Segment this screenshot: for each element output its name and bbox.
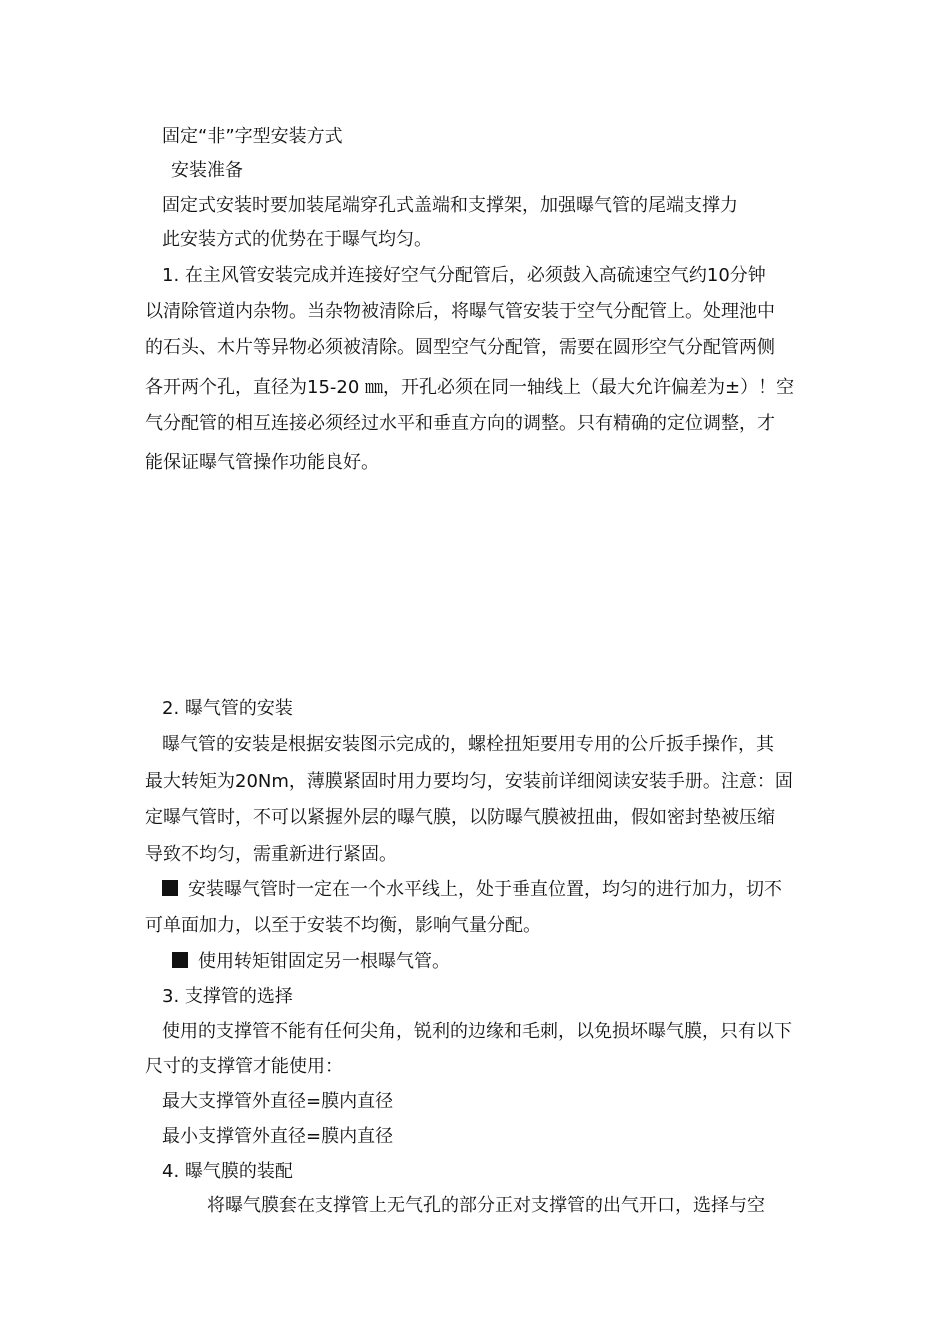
bullet-item (0, 878, 950, 902)
item1-line: 各开两个孔，直径为15-20 ㎜，开孔必须在同一轴线上（最大允许偏差为±）！空 (145, 377, 795, 398)
section2-para-line: 最大转矩为20Nm，薄膜紧固时用力要均匀，安装前详细阅读安装手册。注意：固 (145, 771, 793, 792)
section-title: 固定“非”字型安装方式 (162, 126, 343, 147)
section2-para-line: 导致不均匀，需重新进行紧固。 (145, 844, 397, 865)
item1-line: 能保证曝气管操作功能良好。 (145, 452, 379, 473)
intro-line-1: 固定式安装时要加装尾端穿孔式盖端和支撑架，加强曝气管的尾端支撑力 (162, 195, 738, 216)
section-heading-3: 3. 支撑管的选择 (162, 986, 293, 1007)
bullet-continuation: 可单面加力，以至于安装不均衡，影响气量分配。 (145, 915, 541, 936)
section2-para-line: 定曝气管时，不可以紧握外层的曝气膜，以防曝气膜被扭曲，假如密封垫被压缩 (145, 807, 775, 828)
min-diameter-line: 最小支撑管外直径=膜内直径 (162, 1126, 394, 1147)
section-subtitle: 安装准备 (171, 160, 243, 181)
item1-line: 1. 在主风管安装完成并连接好空气分配管后，必须鼓入高硫速空气约10分钟 (162, 265, 766, 286)
item1-line: 的石头、木片等异物必须被清除。圆型空气分配管，需要在圆形空气分配管两侧 (145, 337, 775, 358)
bullet-text: 使用转矩钳固定另一根曝气管。 (198, 951, 450, 972)
section-heading-4: 4. 曝气膜的装配 (162, 1161, 293, 1182)
bullet-item (0, 950, 950, 974)
section4-para-line: 将曝气膜套在支撑管上无气孔的部分正对支撑管的出气开口，选择与空 (207, 1195, 765, 1216)
item1-line: 气分配管的相互连接必须经过水平和垂直方向的调整。只有精确的定位调整，才 (145, 413, 775, 434)
square-bullet-icon (162, 880, 178, 896)
max-diameter-line: 最大支撑管外直径=膜内直径 (162, 1091, 394, 1112)
square-bullet-icon (172, 952, 188, 968)
intro-line-2: 此安装方式的优势在于曝气均匀。 (162, 229, 432, 250)
section2-para-line: 曝气管的安装是根据安装图示完成的，螺栓扭矩要用专用的公斤扳手操作，其 (162, 734, 774, 755)
bullet-text: 安装曝气管时一定在一个水平线上，处于垂直位置，均匀的进行加力，切不 (188, 879, 782, 900)
section-heading-2: 2. 曝气管的安装 (162, 698, 293, 719)
section3-para-line: 使用的支撑管不能有任何尖角，锐利的边缘和毛刺，以免损坏曝气膜，只有以下 (162, 1021, 792, 1042)
section3-para-line: 尺寸的支撑管才能使用： (145, 1056, 343, 1077)
item1-line: 以清除管道内杂物。当杂物被清除后，将曝气管安装于空气分配管上。处理池中 (145, 301, 775, 322)
